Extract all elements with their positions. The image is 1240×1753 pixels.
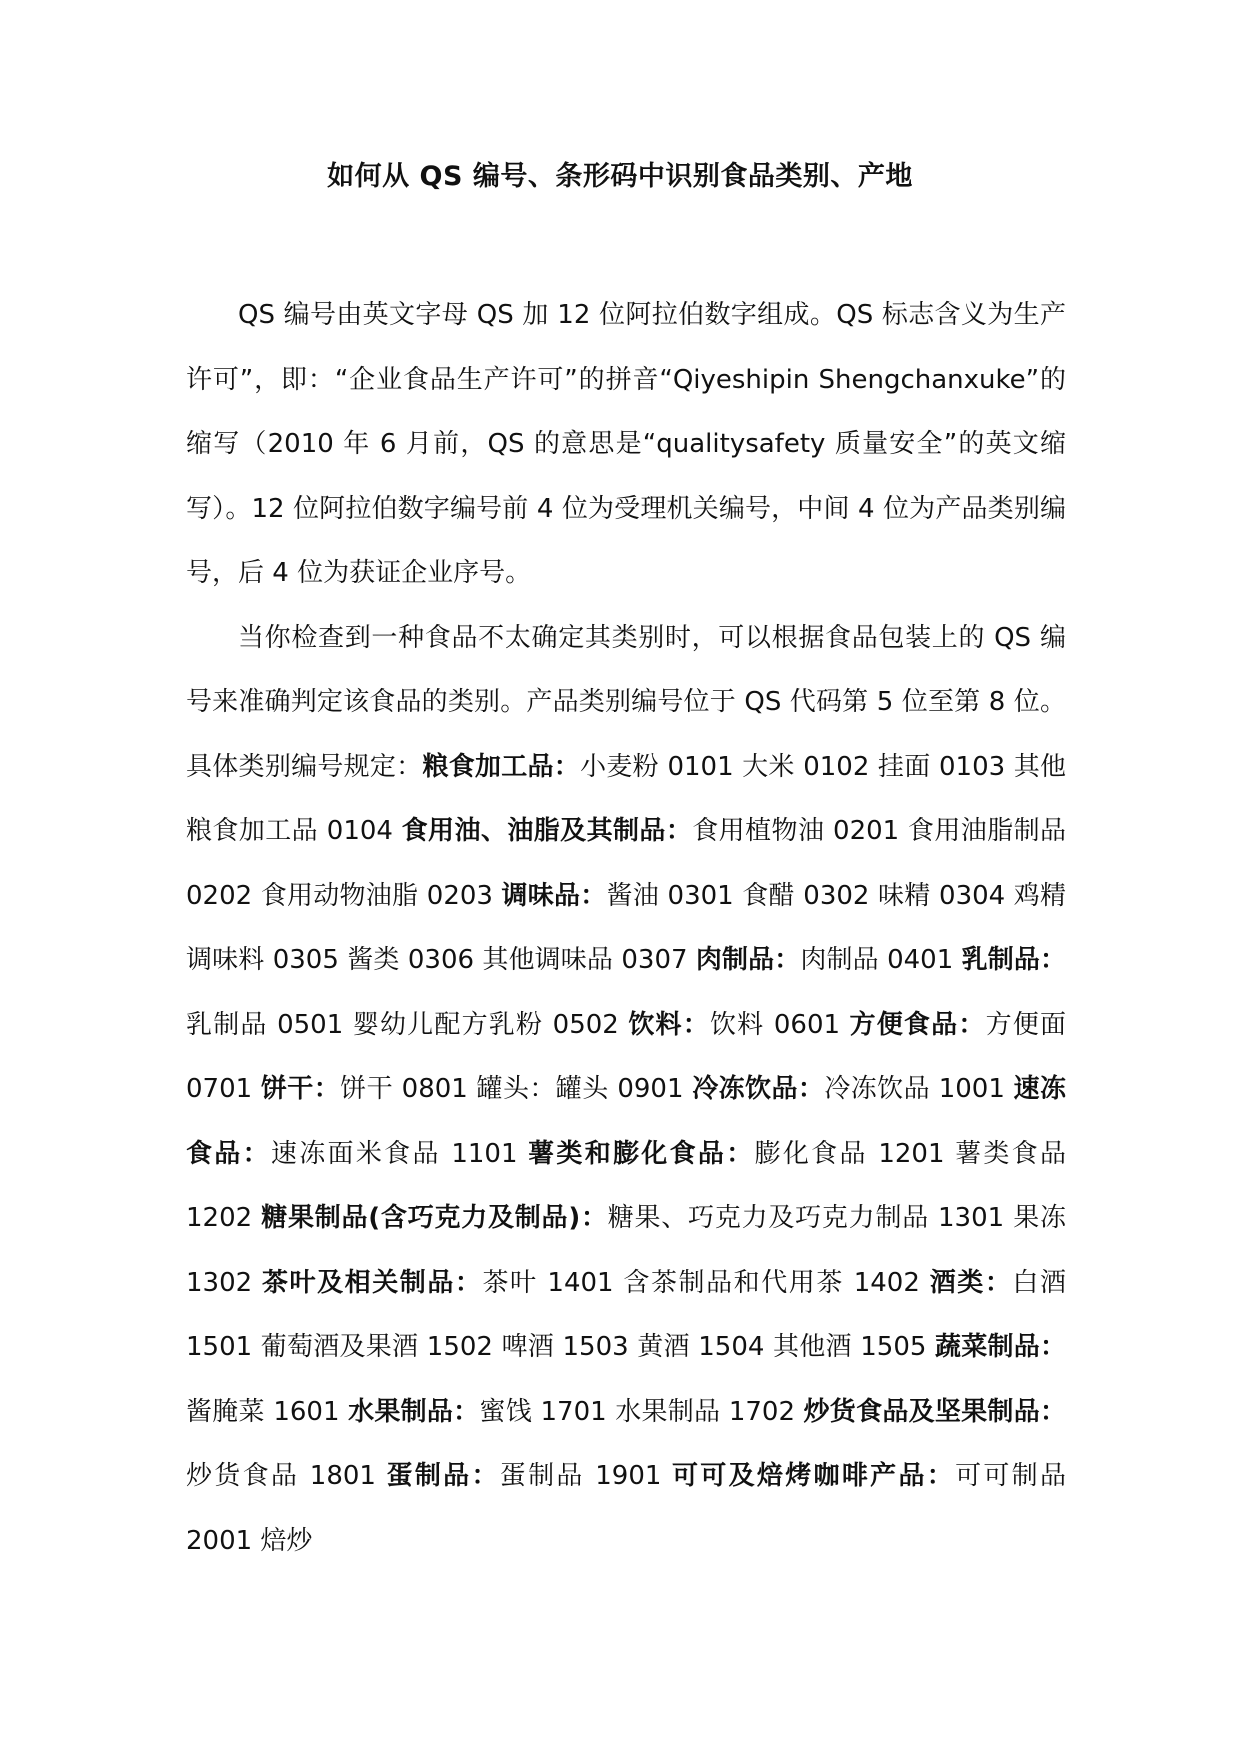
category-items: 蛋制品 1901 [499,1461,672,1491]
category-name: 炒货食品及坚果制品： [803,1396,1066,1427]
category-items: 蜜饯 1701 水果制品 1702 [479,1396,804,1427]
category-name: 调味品： [501,880,607,911]
category-items: 可可制品 2001 焙炒 [186,1461,1066,1556]
document-title: 如何从 QS 编号、条形码中识别食品类别、产地 [327,161,913,192]
category-list [186,752,1066,1556]
category-name: 乳制品： [961,945,1066,975]
category-items: 乳制品 0501 婴幼儿配方乳粉 0502 [186,1009,629,1040]
category-name: 蔬菜制品： [934,1332,1066,1362]
document-body [186,283,1066,1573]
paragraph-qs-definition: QS 编号由英文字母 QS 加 12 位阿拉伯数字组成。QS 标志含义为生产许可”，即：“企业食品生产许可”的拼音“Qiyeshipin Shengchanxuke”的缩写（2010 年 6 月前，QS 的意思是“qualitysafety 质量安全”的英文缩写）。12 位阿拉伯数字编号前 4 位为受理机关编号，中间 4 位为产品类别编号，后 4 位为获证企业序号。 [186,300,1066,588]
category-name: 饼干： [260,1074,341,1104]
category-items: 炒货食品 1801 [186,1461,387,1491]
category-name: 肉制品： [695,945,801,975]
category-name: 酒类： [929,1267,1013,1298]
category-items: 茶叶 1401 含茶制品和代用茶 1402 [482,1267,930,1298]
category-name: 食用油、油脂及其制品： [401,816,693,846]
category-name: 糖果制品(含巧克力及制品)： [261,1203,608,1233]
category-items: 冷冻饮品 1001 [824,1074,1014,1104]
category-name: 冷冻饮品： [692,1074,825,1104]
category-items: 饼干 0801 罐头：罐头 0901 [340,1074,693,1104]
category-items: 膨化食品 1201 薯类食品 1202 [186,1138,1066,1233]
category-name: 水果制品： [348,1396,480,1427]
category-items: 肉制品 0401 [800,945,962,975]
category-name: 茶叶及相关制品： [262,1267,483,1298]
category-name: 蛋制品： [386,1461,500,1491]
category-items: 白酒 1501 葡萄酒及果酒 1502 啤酒 1503 黄酒 1504 其他酒 1505 [186,1267,1066,1362]
category-items: 糖果、巧克力及巧克力制品 1301 果冻 1302 [186,1203,1066,1298]
paragraph-category-codes [186,606,1066,1574]
category-items: 小麦粉 0101 大米 0102 挂面 0103 其他粮食加工品 0104 [186,751,1066,846]
category-name: 可可及焙烤咖啡产品： [672,1461,956,1491]
category-name: 饮料： [628,1009,710,1040]
paragraph-category-intro: 当你检查到一种食品不太确定其类别时，可以根据食品包装上的 QS 编号来准确判定该食品的类别。产品类别编号位于 QS 代码第 5 位至第 8 位。具体类别编号规定： [186,622,1066,782]
category-name: 薯类和膨化食品： [528,1138,755,1169]
category-items: 速冻面米食品 1101 [270,1138,529,1169]
category-items: 酱油 0301 食醋 0302 味精 0304 鸡精调味料 0305 酱类 0306 其他调味品 0307 [186,880,1066,975]
category-name: 速冻食品： [186,1074,1066,1169]
category-name: 粮食加工品： [422,751,581,782]
category-items: 饮料 0601 [709,1009,850,1040]
category-items: 食用植物油 0201 食用油脂制品 0202 食用动物油脂 0203 [186,816,1066,911]
category-items: 方便面 0701 [186,1009,1066,1104]
category-name: 方便食品： [849,1009,986,1040]
category-items: 酱腌菜 1601 [186,1396,349,1427]
